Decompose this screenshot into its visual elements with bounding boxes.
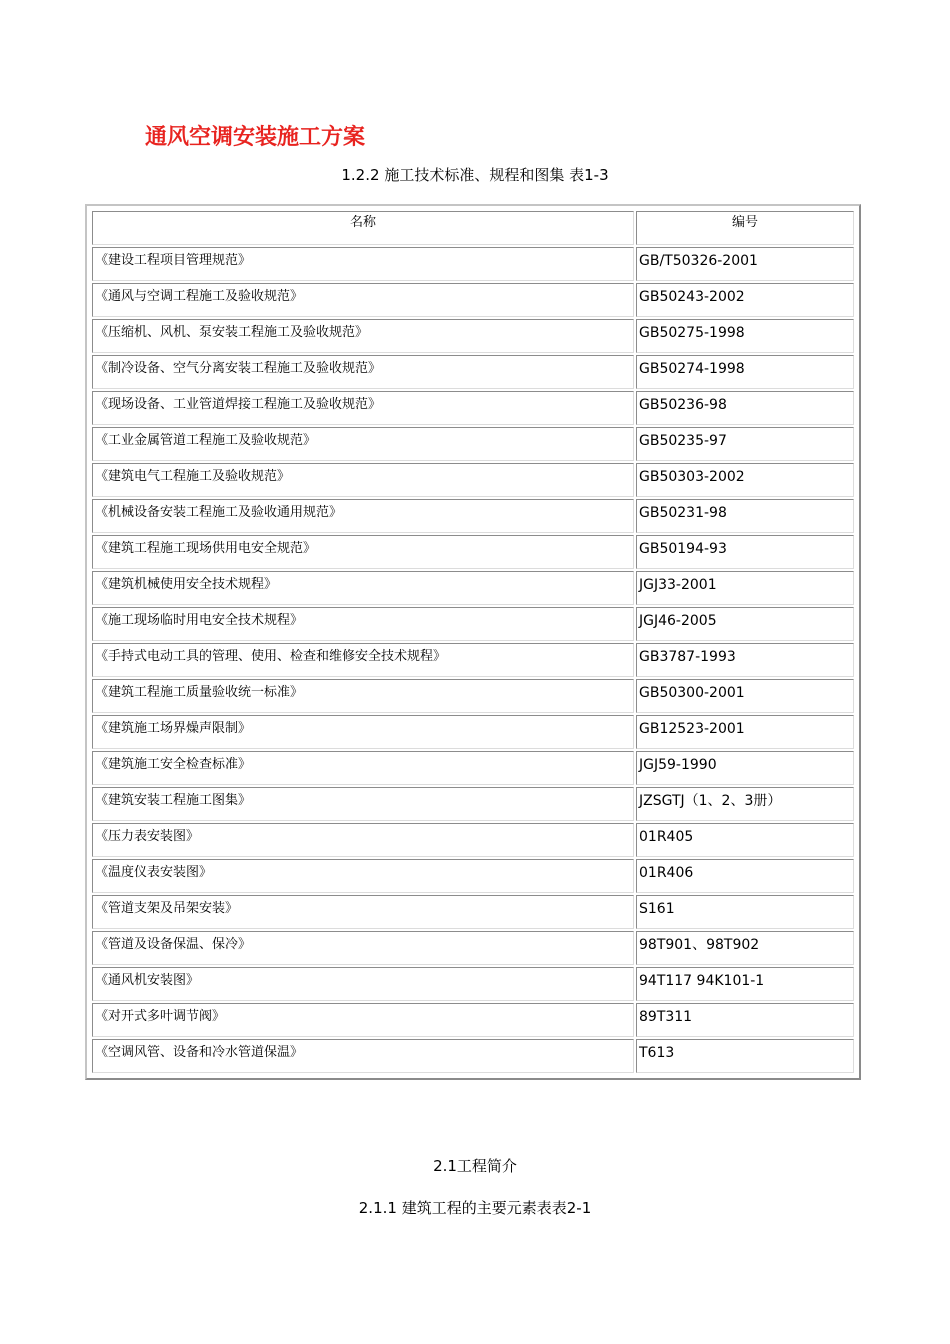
table-caption [0, 164, 950, 185]
row-name-cell: 《建筑工程施工质量验收统一标准》 [92, 679, 634, 713]
table-caption-suffix: 1-3 [584, 166, 609, 184]
row-name-cell: 《手持式电动工具的管理、使用、检查和维修安全技术规程》 [92, 643, 634, 677]
subsection-title: 建筑工程的主要元素表表 [401, 1199, 567, 1217]
table-row [92, 1003, 854, 1037]
table-caption-text: 施工技术标准、规程和图集 表 [384, 166, 585, 184]
table-row [92, 463, 854, 497]
row-name-cell: 《机械设备安装工程施工及验收通用规范》 [92, 499, 634, 533]
section-number: 2.1 [433, 1157, 457, 1175]
document-title: 通风空调安装施工方案 [145, 125, 366, 150]
row-name-cell: 《通风机安装图》 [92, 967, 634, 1001]
table-row [92, 247, 854, 281]
row-name-cell: 《建筑工程施工现场供用电安全规范》 [92, 535, 634, 569]
table-row [92, 571, 854, 605]
row-name-cell: 《管道支架及吊架安装》 [92, 895, 634, 929]
subsection-number: 2.1.1 [358, 1199, 397, 1217]
section-heading [0, 1155, 950, 1176]
row-code-cell: GB50275-1998 [636, 319, 854, 353]
row-code-cell: GB50243-2002 [636, 283, 854, 317]
table-row [92, 1039, 854, 1073]
row-name-cell: 《建设工程项目管理规范》 [92, 247, 634, 281]
row-name-cell: 《建筑施工安全检查标准》 [92, 751, 634, 785]
row-code-cell: GB50231-98 [636, 499, 854, 533]
table-row [92, 355, 854, 389]
row-code-cell: S161 [636, 895, 854, 929]
table-row [92, 643, 854, 677]
row-name-cell: 《压缩机、风机、泵安装工程施工及验收规范》 [92, 319, 634, 353]
row-name-cell: 《建筑安装工程施工图集》 [92, 787, 634, 821]
row-code-cell: 01R406 [636, 859, 854, 893]
row-code-cell: GB50194-93 [636, 535, 854, 569]
table-caption-number: 1.2.2 [341, 166, 380, 184]
row-name-cell: 《建筑施工场界燥声限制》 [92, 715, 634, 749]
row-code-cell: GB3787-1993 [636, 643, 854, 677]
header-name: 名称 [92, 211, 634, 245]
row-code-cell: GB50235-97 [636, 427, 854, 461]
table-row [92, 823, 854, 857]
header-code: 编号 [636, 211, 854, 245]
row-code-cell: JGJ59-1990 [636, 751, 854, 785]
row-code-cell: JZSGTJ（1、2、3册） [636, 787, 854, 821]
row-code-cell: GB/T50326-2001 [636, 247, 854, 281]
standards-table-grid [90, 209, 856, 1075]
table-row [92, 499, 854, 533]
table-row [92, 319, 854, 353]
standards-table [85, 204, 861, 1080]
row-name-cell: 《温度仪表安装图》 [92, 859, 634, 893]
table-row [92, 895, 854, 929]
row-code-cell: JGJ33-2001 [636, 571, 854, 605]
subsection-heading [0, 1197, 950, 1218]
table-row [92, 427, 854, 461]
row-code-cell: GB50236-98 [636, 391, 854, 425]
table-row [92, 715, 854, 749]
row-name-cell: 《管道及设备保温、保冷》 [92, 931, 634, 965]
table-row [92, 931, 854, 965]
table-row [92, 787, 854, 821]
row-name-cell: 《建筑电气工程施工及验收规范》 [92, 463, 634, 497]
table-header-row [92, 211, 854, 245]
row-name-cell: 《现场设备、工业管道焊接工程施工及验收规范》 [92, 391, 634, 425]
row-code-cell: JGJ46-2005 [636, 607, 854, 641]
section-title: 工程简介 [456, 1157, 517, 1175]
row-code-cell: GB50274-1998 [636, 355, 854, 389]
row-name-cell: 《施工现场临时用电安全技术规程》 [92, 607, 634, 641]
table-row [92, 391, 854, 425]
table-row [92, 535, 854, 569]
row-name-cell: 《通风与空调工程施工及验收规范》 [92, 283, 634, 317]
row-name-cell: 《压力表安装图》 [92, 823, 634, 857]
row-name-cell: 《工业金属管道工程施工及验收规范》 [92, 427, 634, 461]
table-row [92, 607, 854, 641]
row-code-cell: 98T901、98T902 [636, 931, 854, 965]
row-code-cell: 01R405 [636, 823, 854, 857]
row-code-cell: GB50300-2001 [636, 679, 854, 713]
row-code-cell: T613 [636, 1039, 854, 1073]
subsection-suffix: 2-1 [566, 1199, 592, 1217]
row-name-cell: 《制冷设备、空气分离安装工程施工及验收规范》 [92, 355, 634, 389]
table-row [92, 679, 854, 713]
table-row [92, 859, 854, 893]
table-row [92, 751, 854, 785]
table-row [92, 967, 854, 1001]
row-name-cell: 《建筑机械使用安全技术规程》 [92, 571, 634, 605]
row-code-cell: 94T117 94K101-1 [636, 967, 854, 1001]
row-code-cell: 89T311 [636, 1003, 854, 1037]
row-code-cell: GB12523-2001 [636, 715, 854, 749]
row-name-cell: 《对开式多叶调节阀》 [92, 1003, 634, 1037]
row-code-cell: GB50303-2002 [636, 463, 854, 497]
row-name-cell: 《空调风管、设备和冷水管道保温》 [92, 1039, 634, 1073]
table-row [92, 283, 854, 317]
